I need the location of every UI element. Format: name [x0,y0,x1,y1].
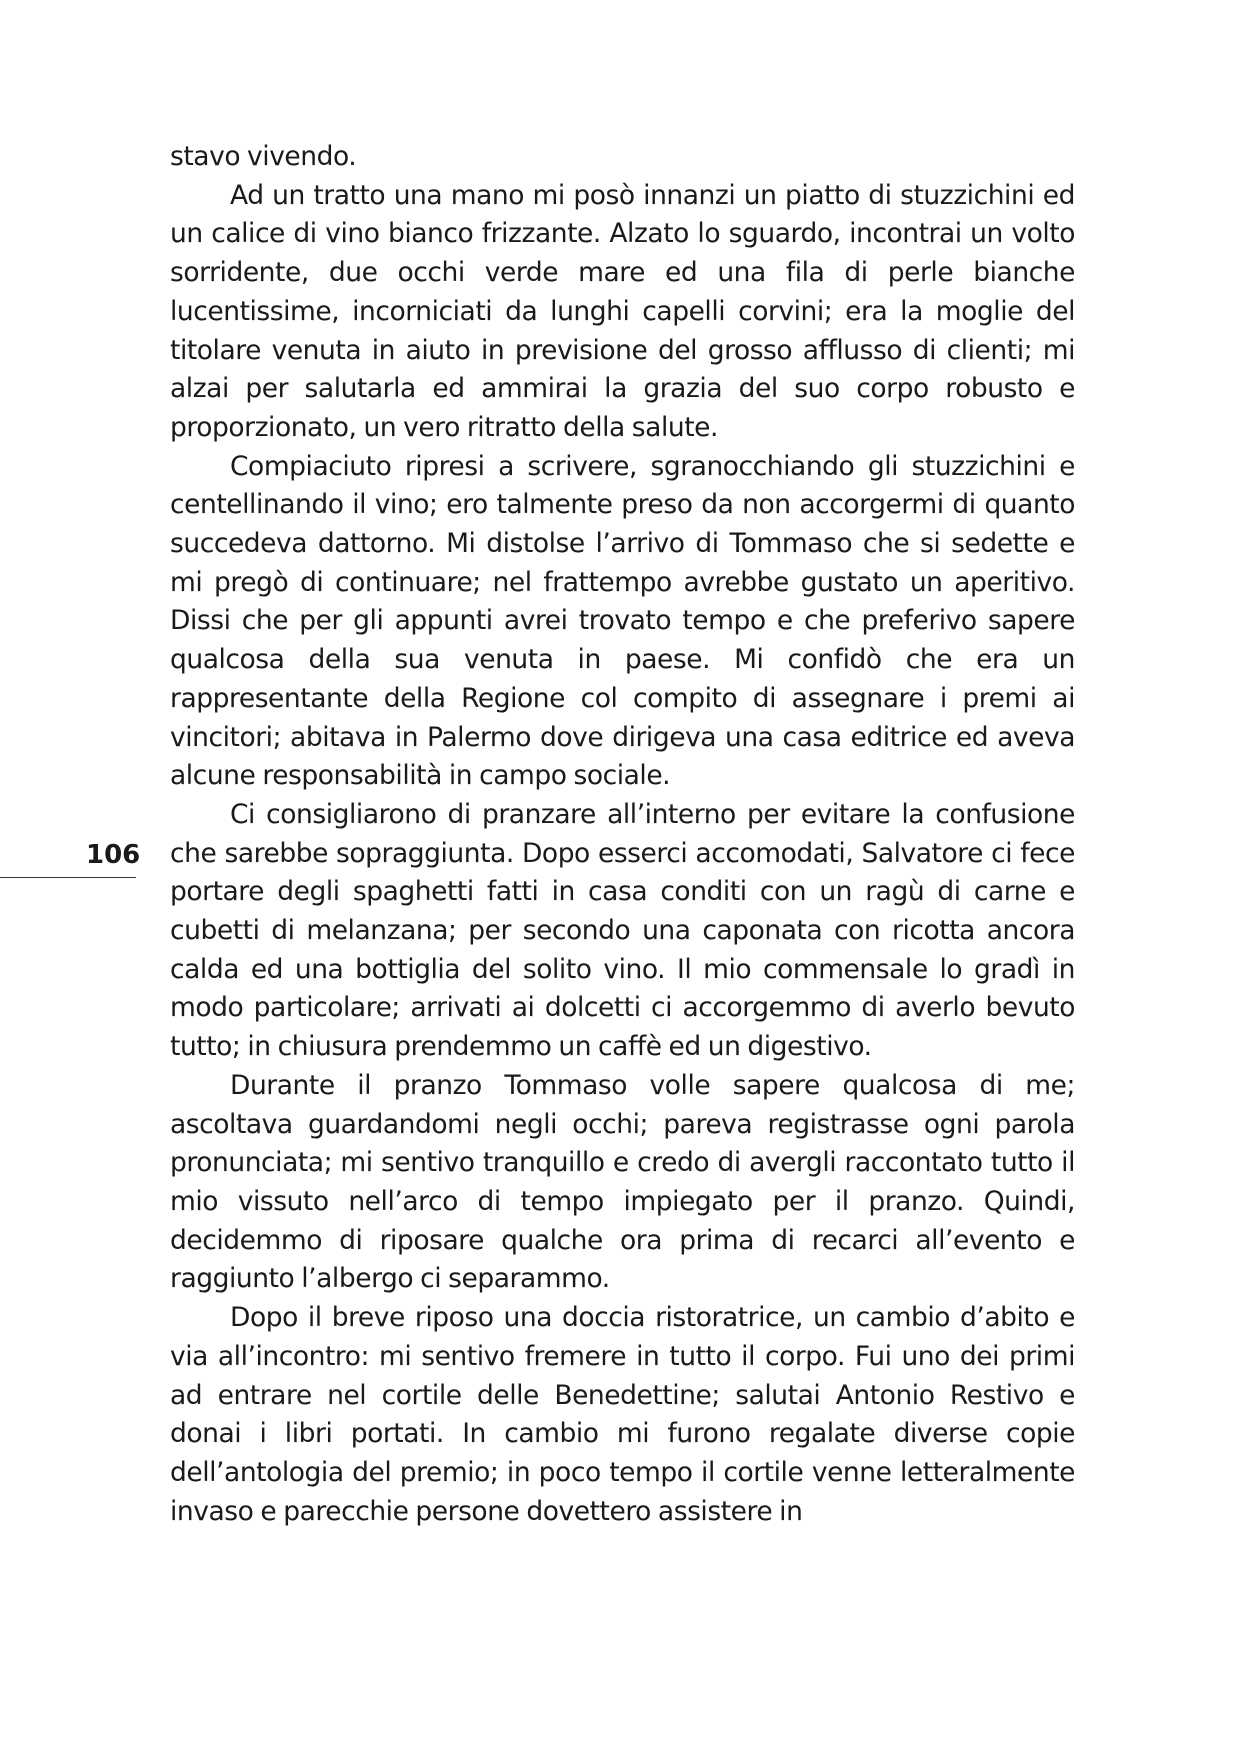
paragraph-4: Ci consigliarono di pranzare all’interno per evitare la confusione che sarebbe sopraggiunta. Dopo esserci accomodati, Salvatore ci fece portare degli spaghetti fatti in casa conditi con un ragù di carne e cubetti di melanzana; per secondo una caponata con ricotta ancora calda ed una bottiglia del solito vino. Il mio commensale lo gradì in modo particolare; arrivati ai dolcetti ci accorgemmo di averlo bevuto tutto; in chiusura prendemmo un caffè ed un digestivo. [170,798,1075,1063]
paragraph-5: Durante il pranzo Tommaso volle sapere qualcosa di me; ascoltava guardandomi negli occhi; pareva registrasse ogni parola pronunciata; mi sentivo tranquillo e credo di avergli raccontato tutto il mio vissuto nell’arco di tempo impiegato per il pranzo. Quindi, decidemmo di riposare qualche ora prima di recarci all’evento e raggiunto l’albergo ci separammo. [170,1069,1075,1295]
page-number-rule [0,877,136,878]
paragraph-3: Compiaciuto ripresi a scrivere, sgranocchiando gli stuzzichini e centellinando il vino; ero talmente preso da non accorgermi di quanto succedeva dattorno. Mi distolse l’arrivo di Tommaso che si sedette e mi pregò di continuare; nel frattempo avrebbe gustato un aperitivo. Dissi che per gli appunti avrei trovato tempo e che preferivo sapere qualcosa della sua venuta in paese. Mi confidò che era un rappresentante della Regione col compito di assegnare i premi ai vincitori; abitava in Palermo dove dirigeva una casa editrice ed aveva alcune responsabilità in campo sociale. [170,450,1075,792]
paragraph-1: stavo vivendo. [170,141,357,172]
paragraph-2: Ad un tratto una mano mi posò innanzi un piatto di stuzzichini ed un calice di vino bianco frizzante. Alzato lo sguardo, incontrai un volto sorridente, due occhi verde mare ed una fila di perle bianche lucentissime, incorniciati da lunghi capelli corvini; era la moglie del titolare venuta in aiuto in previsione del grosso afflusso di clienti; mi alzai per salutarla ed ammirai la grazia del suo corpo robusto e proporzionato, un vero ritratto della salute. [170,179,1075,443]
paragraph-6: Dopo il breve riposo una doccia ristoratrice, un cambio d’abito e via all’incontro: mi sentivo fremere in tutto il corpo. Fui uno dei primi ad entrare nel cortile delle Benedettine; salutai Antonio Restivo e donai i libri portati. In cambio mi furono regalate diverse copie dell’antologia del premio; in poco tempo il cortile venne letteralmente invaso e parecchie persone dovettero assistere in [170,1302,1075,1527]
page-number: 106 [86,840,141,870]
body-text [170,138,1075,1531]
